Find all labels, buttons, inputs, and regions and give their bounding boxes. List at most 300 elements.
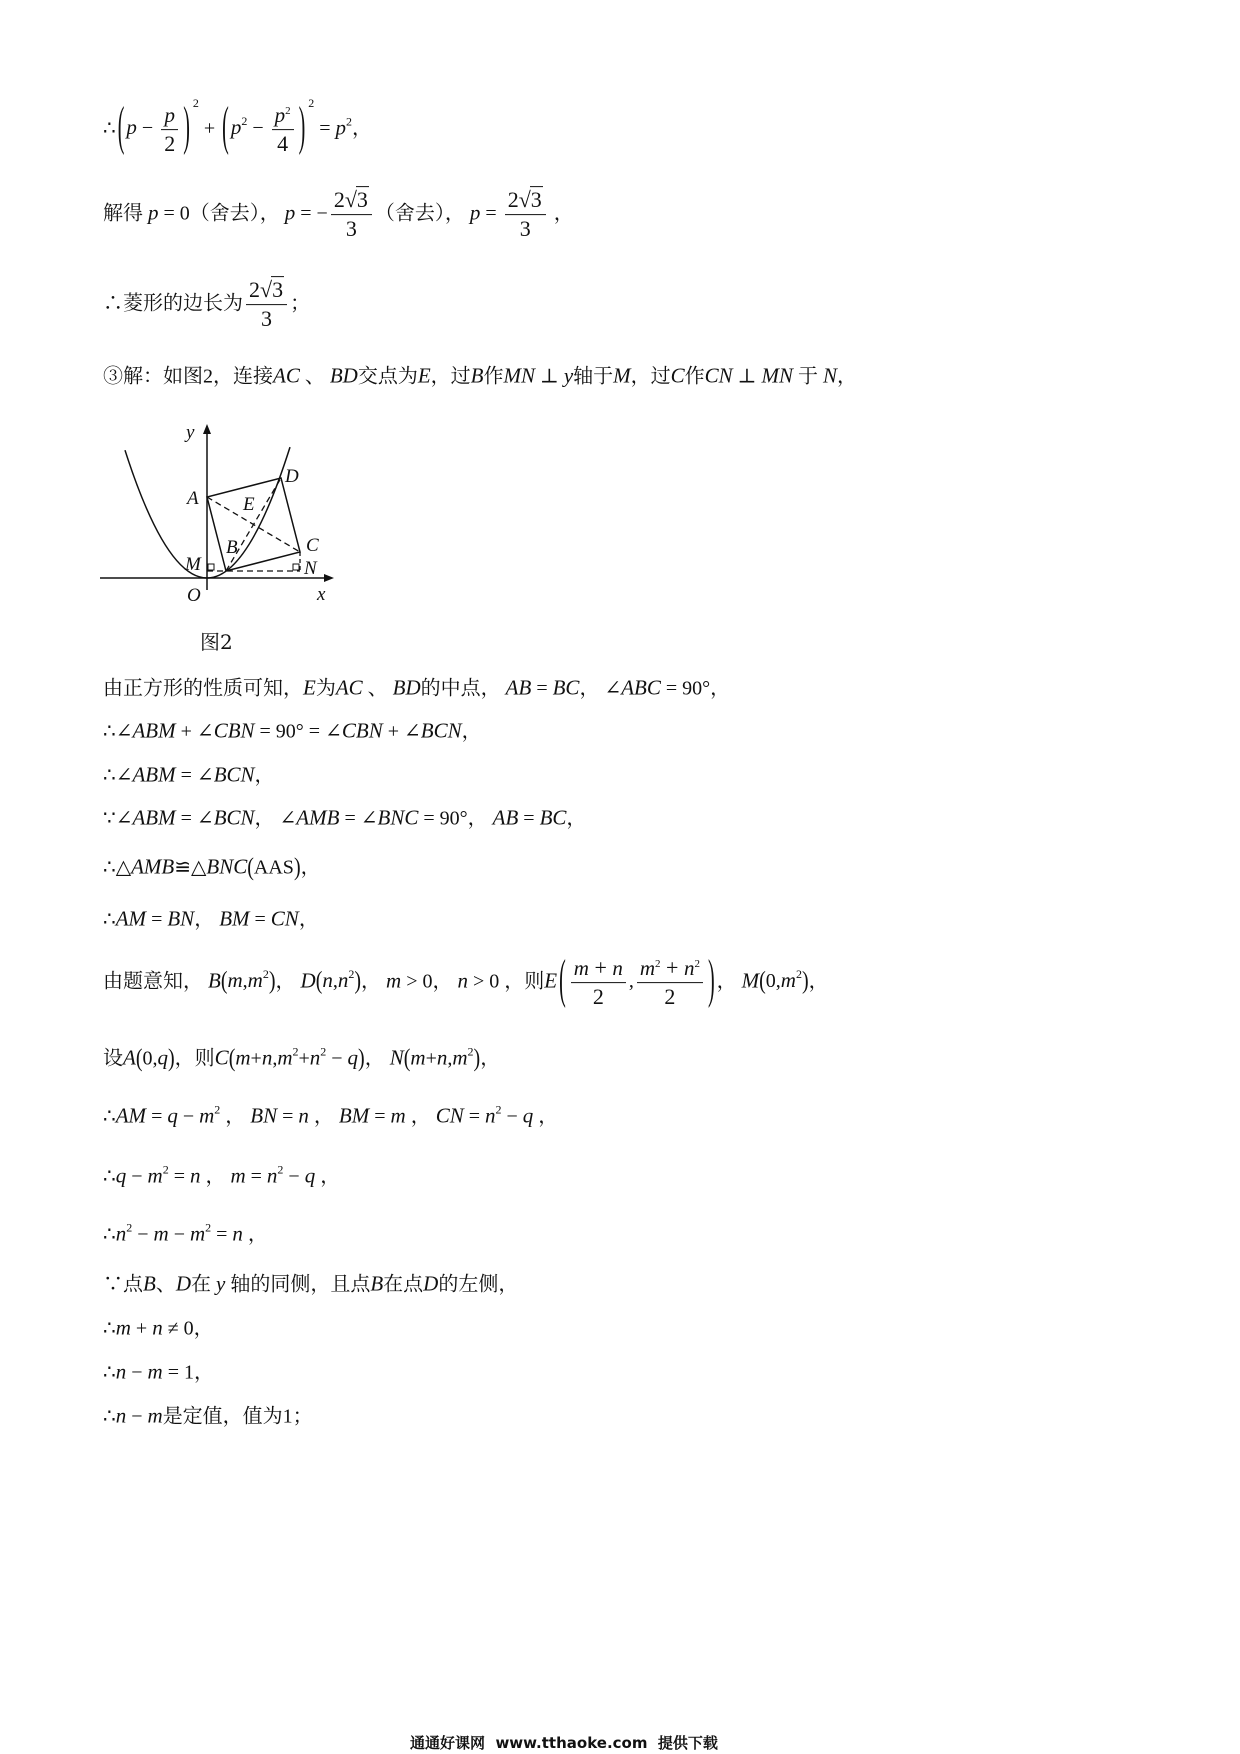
text-run: ，则 <box>174 1047 215 1070</box>
fraction <box>331 187 372 243</box>
text-run: ， <box>275 970 301 993</box>
text-run: 轴的同侧，且点 <box>225 1273 371 1296</box>
open-parenthesis: ( <box>403 1044 411 1073</box>
solution-line <box>103 675 730 702</box>
close-parenthesis: ) <box>168 1044 175 1073</box>
math-variable: D <box>300 968 316 993</box>
math-variable: D <box>423 1271 439 1296</box>
text-run: = <box>314 117 336 140</box>
open-parenthesis: ( <box>222 98 229 158</box>
close-parenthesis: ) <box>358 1044 365 1073</box>
math-variable: C <box>214 1045 229 1070</box>
label-a: A <box>187 488 199 509</box>
text-run: + ∠ <box>175 720 214 743</box>
label-e: E <box>243 494 255 515</box>
page-footer: 通通好课网 www.tthaoke.com 提供下载 <box>410 1734 718 1752</box>
text-run: 由正方形的性质可知， <box>103 677 303 700</box>
superscript: 2 <box>285 105 291 118</box>
solution-line <box>103 762 275 789</box>
open-parenthesis: ( <box>315 967 323 996</box>
text-run: = 90°， <box>418 807 493 830</box>
math-variable: AMB <box>131 854 175 879</box>
text-run: 3 <box>261 306 273 332</box>
math-variable: m <box>189 1221 206 1246</box>
math-variable: BN <box>167 906 195 931</box>
math-variable: BCN <box>420 718 462 743</box>
math-variable: C <box>670 363 685 388</box>
square-root <box>260 277 284 302</box>
math-variable: A <box>123 1045 136 1070</box>
math-variable: CBN <box>341 718 383 743</box>
text-run: + <box>130 1317 153 1340</box>
text-run: + <box>198 117 221 140</box>
numerator <box>571 955 626 983</box>
math-variable: B <box>470 363 484 388</box>
math-variable: BM <box>219 906 250 931</box>
text-run: 0, <box>765 970 781 993</box>
text-run: ∴ <box>103 117 116 140</box>
solution-line <box>103 1271 518 1298</box>
text-run: + <box>425 1047 437 1070</box>
math-variable: CN <box>435 1103 464 1128</box>
text-run: 作 <box>684 365 705 388</box>
text-run: ， <box>480 1047 501 1070</box>
text-run: = 0（舍去）， <box>158 202 285 225</box>
solution-line <box>103 854 321 881</box>
superscript: 2 <box>241 114 248 129</box>
text-run: ∴ <box>103 908 116 931</box>
text-run: ， <box>533 1105 559 1128</box>
text-run: ∴△ <box>103 856 132 879</box>
text-run: = <box>211 1223 233 1246</box>
group-body <box>235 1044 359 1070</box>
text-run: ，过 <box>430 365 471 388</box>
solution-line <box>103 363 857 390</box>
text-run: ， <box>548 202 574 225</box>
solution-line <box>103 96 373 158</box>
text-run: 2 <box>592 984 604 1010</box>
text-run: + ∠ <box>382 720 421 743</box>
text-run: ， <box>220 1105 251 1128</box>
text-run: ， <box>194 908 220 931</box>
text-run: , <box>332 970 338 993</box>
math-variable: N <box>389 1045 404 1070</box>
text-run: AAS <box>253 856 294 879</box>
math-variable: m <box>390 1103 406 1128</box>
math-variable: E <box>303 675 316 700</box>
solution-line <box>103 805 586 832</box>
math-variable: E <box>417 363 431 388</box>
parenthesized-group <box>220 96 315 158</box>
superscript: 2 <box>495 1102 502 1117</box>
math-variable: CN <box>704 363 733 388</box>
math-variable: D <box>175 1271 191 1296</box>
math-variable: BC <box>552 675 580 700</box>
text-run: − <box>177 1105 200 1128</box>
math-variable: CN <box>270 906 299 931</box>
math-variable: p <box>148 200 159 225</box>
label-c: C <box>306 535 319 556</box>
text-run: 2 <box>249 277 260 303</box>
math-variable: q <box>347 1045 359 1070</box>
fraction <box>272 102 294 158</box>
text-run: = <box>146 1105 168 1128</box>
math-variable: m <box>199 1103 215 1128</box>
parenthesized-group <box>315 967 362 996</box>
solution-line <box>103 906 319 933</box>
denominator <box>331 216 372 243</box>
math-variable: m <box>247 968 263 993</box>
text-run: − <box>501 1105 523 1128</box>
text-run: 、 <box>155 1273 176 1296</box>
math-variable: m <box>386 968 402 993</box>
text-run: ，过 <box>630 365 671 388</box>
math-variable: n <box>298 1103 309 1128</box>
text-run: ≌△ <box>174 856 207 879</box>
solution-line <box>103 1103 558 1130</box>
text-run: ∴∠ <box>103 764 133 787</box>
group-body <box>322 967 355 993</box>
text-run: ， ∠ <box>254 807 297 830</box>
math-variable: m <box>147 1403 163 1428</box>
math-variable: m <box>227 968 243 993</box>
fraction <box>571 955 626 1011</box>
math-variable: B <box>143 1271 156 1296</box>
label-y: y <box>186 422 195 443</box>
text-run: ∴ <box>103 1105 116 1128</box>
math-variable: m <box>147 1359 163 1384</box>
math-variable: n <box>612 956 623 981</box>
text-run: 由题意知， <box>103 970 208 993</box>
solution-line <box>103 187 574 243</box>
math-variable: BNC <box>206 854 248 879</box>
text-run: + <box>250 1047 262 1070</box>
radicand: 3 <box>356 187 368 213</box>
text-run: = <box>518 807 540 830</box>
math-variable: n <box>232 1221 243 1246</box>
math-variable: n <box>189 1163 201 1188</box>
text-run: − <box>247 117 269 140</box>
numerator <box>161 102 178 130</box>
denominator <box>637 984 703 1011</box>
text-run: ， <box>242 1223 268 1246</box>
superscript: 2 <box>320 1044 327 1059</box>
math-variable: q <box>304 1163 316 1188</box>
math-variable: n <box>115 1359 127 1384</box>
text-run: ∵∠ <box>103 807 133 830</box>
text-run: ， <box>405 1105 436 1128</box>
math-variable: m <box>639 956 656 981</box>
math-variable: n <box>457 968 468 993</box>
square-root <box>345 187 369 212</box>
numerator <box>272 102 294 130</box>
math-variable: n <box>436 1045 448 1070</box>
close-parenthesis: ) <box>801 967 809 996</box>
text-run: − <box>136 117 159 140</box>
superscript: 2 <box>277 1162 284 1177</box>
radicand: 3 <box>272 277 284 303</box>
math-variable: q <box>522 1103 534 1128</box>
open-parenthesis: ( <box>247 853 254 882</box>
text-run: − <box>283 1165 305 1188</box>
label-m: M <box>185 554 201 575</box>
text-run: = <box>531 677 553 700</box>
text-run: = ∠ <box>175 807 214 830</box>
math-variable: AC <box>273 363 300 388</box>
text-run: 2 <box>164 131 176 157</box>
square-root <box>519 187 543 212</box>
right-angle-mark-m <box>208 564 214 570</box>
text-run: 4 <box>277 131 289 157</box>
superscript: 2 <box>655 958 661 971</box>
text-run: − <box>126 1405 148 1428</box>
radicand: 3 <box>530 187 542 213</box>
solution-line <box>103 1163 340 1190</box>
group-body <box>410 1044 474 1070</box>
math-variable: q <box>167 1103 178 1128</box>
text-run: − <box>126 1165 148 1188</box>
text-run: ， <box>315 1165 341 1188</box>
group-body <box>568 955 706 1010</box>
math-variable: m <box>153 1221 169 1246</box>
text-run: 2 <box>507 187 519 213</box>
text-run: , <box>628 970 634 993</box>
text-run: > 0 ，则 <box>467 970 545 993</box>
math-variable: BD <box>392 675 421 700</box>
group-body <box>142 1045 169 1070</box>
math-variable: n <box>683 956 695 981</box>
solution-line <box>103 718 482 745</box>
radical-sign: √ <box>518 187 531 213</box>
text-run: 轴于 <box>573 365 614 388</box>
text-run: = 90° = ∠ <box>254 720 342 743</box>
fraction <box>505 187 546 243</box>
text-run: ， <box>352 117 373 140</box>
text-run: ， <box>364 1047 390 1070</box>
solution-line <box>103 951 829 1011</box>
math-variable: m <box>277 1045 293 1070</box>
text-run: − <box>326 1047 348 1070</box>
math-variable: ABC <box>621 675 661 700</box>
text-run: ∴ <box>103 1223 116 1246</box>
superscript: 2 <box>346 114 353 129</box>
text-run: 3 <box>519 216 531 242</box>
text-run: = − <box>295 202 328 225</box>
text-run: ， ∠ <box>579 677 622 700</box>
math-variable: m <box>235 1045 251 1070</box>
superscript: 2 <box>262 967 269 982</box>
text-run: ∵点 <box>103 1273 143 1296</box>
superscript: 2 <box>308 96 315 111</box>
parenthesized-group <box>220 967 276 996</box>
figure-caption: 图2 <box>200 630 233 654</box>
text-run: ， <box>254 764 275 787</box>
text-run: ， <box>716 970 742 993</box>
text-run: ∴ <box>103 1317 116 1340</box>
numerator <box>505 187 546 215</box>
parabola-square-figure <box>95 415 345 615</box>
group-body <box>227 967 269 993</box>
denominator <box>161 131 178 158</box>
open-parenthesis: ( <box>228 1044 236 1073</box>
text-run: = <box>480 202 502 225</box>
solution-line <box>103 1403 313 1430</box>
superscript: 2 <box>192 96 199 111</box>
parenthesized-group <box>759 967 809 996</box>
solution-line <box>103 1221 268 1248</box>
open-parenthesis: ( <box>759 967 766 996</box>
numerator <box>637 955 703 983</box>
text-run: + <box>298 1047 310 1070</box>
text-run: = <box>168 1165 190 1188</box>
math-variable: n <box>266 1163 278 1188</box>
radical-sign: √ <box>260 277 273 303</box>
superscript: 2 <box>126 1220 133 1235</box>
text-run: = ∠ <box>339 807 378 830</box>
text-run: − <box>132 1223 154 1246</box>
math-variable: m <box>230 1163 246 1188</box>
text-run: > 0， <box>401 970 458 993</box>
open-parenthesis: ( <box>135 1044 143 1073</box>
math-variable: BNC <box>377 805 419 830</box>
close-parenthesis: ) <box>707 951 715 1011</box>
text-run: = <box>249 908 271 931</box>
text-run: ， <box>461 720 482 743</box>
superscript: 2 <box>292 1044 299 1059</box>
math-variable: n <box>152 1315 163 1340</box>
denominator <box>272 131 294 158</box>
math-variable: m <box>452 1045 468 1070</box>
superscript: 2 <box>205 1220 212 1235</box>
solution-line <box>103 1315 214 1342</box>
text-run: ， <box>300 856 321 879</box>
text-run: ， <box>200 1165 231 1188</box>
superscript: 2 <box>467 1044 474 1059</box>
math-variable: p <box>469 200 481 225</box>
text-run: 3 <box>345 216 357 242</box>
text-run: ； <box>290 292 311 315</box>
math-variable: N <box>822 363 837 388</box>
parenthesized-group <box>557 951 717 1011</box>
text-run: ∴ <box>103 1361 116 1384</box>
math-variable: AB <box>492 805 519 830</box>
math-variable: AB <box>505 675 532 700</box>
text-run: ⊥ <box>732 365 762 388</box>
text-run: , <box>242 970 248 993</box>
label-n: N <box>304 558 317 579</box>
math-variable: n <box>115 1403 127 1428</box>
math-variable: BD <box>329 363 358 388</box>
close-parenthesis: ) <box>268 967 276 996</box>
text-run: ③解：如图2，连接 <box>103 365 273 388</box>
label-b: B <box>226 537 238 558</box>
text-run: 、 <box>362 677 393 700</box>
text-run: 是定值，值为1； <box>162 1405 313 1428</box>
close-parenthesis: ) <box>298 98 306 158</box>
text-run: ∴∠ <box>103 720 133 743</box>
math-variable: MN <box>761 363 793 388</box>
text-run: = <box>245 1165 267 1188</box>
text-run: + <box>660 955 684 981</box>
text-run: ， <box>298 908 319 931</box>
numerator <box>246 277 287 305</box>
label-d: D <box>285 466 299 487</box>
text-run: ⊥ <box>535 365 564 388</box>
text-run: 作 <box>483 365 504 388</box>
close-parenthesis: ) <box>293 853 301 882</box>
group-body <box>126 103 181 157</box>
parenthesized-group <box>247 853 301 882</box>
math-variable: n <box>309 1045 321 1070</box>
close-parenthesis: ) <box>354 967 362 996</box>
math-variable: M <box>741 968 760 993</box>
math-variable: p <box>284 200 296 225</box>
text-run: 、 <box>299 365 330 388</box>
superscript: 2 <box>162 1162 169 1177</box>
math-variable: p <box>126 115 137 140</box>
math-variable: BM <box>338 1103 370 1128</box>
text-run: ， <box>837 365 857 388</box>
math-variable: B <box>370 1271 384 1296</box>
text-run: 的中点， <box>420 677 506 700</box>
text-run: , <box>272 1047 278 1070</box>
math-variable: n <box>261 1045 273 1070</box>
math-variable: M <box>613 363 631 388</box>
close-parenthesis: ) <box>473 1044 481 1073</box>
math-variable: q <box>115 1163 127 1188</box>
superscript: 2 <box>214 1102 221 1117</box>
group-body <box>230 103 297 157</box>
text-run: , <box>447 1047 453 1070</box>
close-parenthesis: ) <box>183 98 190 158</box>
math-variable: BCN <box>213 805 255 830</box>
text-run: = <box>369 1105 391 1128</box>
fraction <box>161 102 178 158</box>
denominator <box>571 984 626 1011</box>
math-variable: p <box>335 115 347 140</box>
text-run: ， <box>808 970 829 993</box>
group-body <box>765 967 802 993</box>
math-variable: p <box>164 103 175 128</box>
text-run: = 90°， <box>660 677 731 700</box>
group-body <box>254 857 294 879</box>
denominator <box>246 306 287 333</box>
solution-line <box>103 277 310 333</box>
denominator <box>505 216 546 243</box>
superscript: 2 <box>348 967 355 982</box>
solution-line <box>103 1045 500 1072</box>
math-variable: y <box>216 1271 226 1296</box>
text-run: 2 <box>333 187 345 213</box>
math-variable: n <box>115 1221 127 1246</box>
text-run: = 1， <box>162 1361 214 1384</box>
open-parenthesis: ( <box>220 967 228 996</box>
text-run: = <box>277 1105 299 1128</box>
text-run: ， <box>361 970 387 993</box>
math-variable: AM <box>115 906 147 931</box>
math-variable: p <box>274 103 286 128</box>
radical-sign: √ <box>344 187 357 213</box>
math-variable: y <box>563 363 574 388</box>
math-variable: n <box>322 968 333 993</box>
parenthesized-group <box>403 1044 481 1073</box>
math-variable: MN <box>503 363 535 388</box>
text-run: 的左侧， <box>438 1273 519 1296</box>
math-variable: q <box>157 1045 168 1070</box>
text-run: 于 <box>792 365 823 388</box>
text-run: ∴ <box>103 1165 116 1188</box>
text-run: 在 <box>191 1273 216 1296</box>
